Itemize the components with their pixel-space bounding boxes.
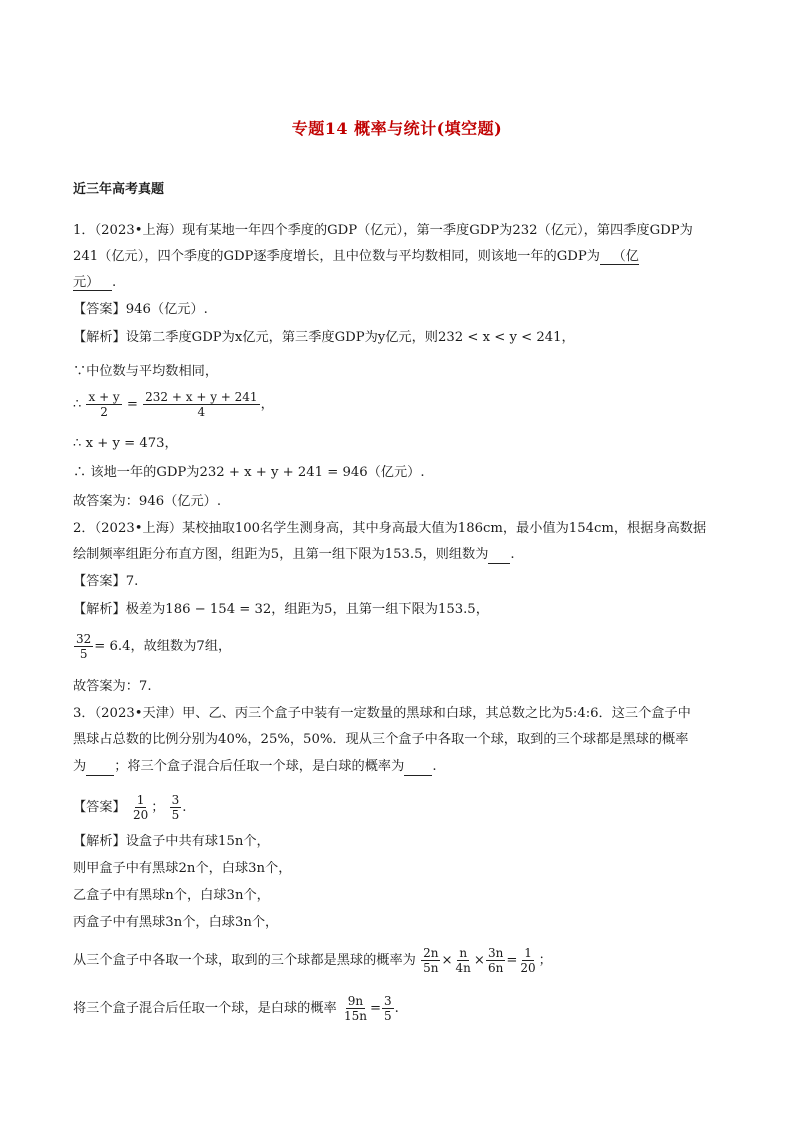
q1-line-2-text: 241（亿元），四个季度的GDP逐季度增长，且中位数与平均数相同，则该地一年的GDP为 bbox=[73, 249, 600, 264]
q3-line-3-text-b: ；将三个盒子混合后任取一个球，是白球的概率为 bbox=[114, 759, 405, 774]
fraction-numerator: 232 + x + y + 241 bbox=[145, 390, 258, 404]
fraction bbox=[454, 946, 473, 975]
q1-blank-text-a: （亿 bbox=[612, 249, 639, 264]
fraction-numerator: 1 bbox=[136, 793, 145, 807]
q3-analysis-6: 将三个盒子混合后任取一个球，是白球的概率 $\frac{9n}{15n}$ = $\frac{3}{5}$ . bbox=[73, 994, 399, 1023]
fraction-numerator: 3 bbox=[171, 793, 180, 807]
q2-analysis-2 bbox=[73, 632, 231, 661]
q2-analysis-3: 故答案为：7. bbox=[73, 679, 152, 694]
q3-answer: 【答案】 $\frac{1}{20}$ ； $\frac{3}{5}$ . bbox=[73, 793, 187, 822]
fraction-denominator: 5n bbox=[423, 961, 439, 975]
q3-blank-1 bbox=[86, 761, 114, 776]
q1-line-3: 元） . bbox=[73, 275, 117, 290]
q3-analysis-2: 则甲盒子中有黑球2n个，白球3n个， bbox=[73, 861, 292, 876]
fraction-denominator: 5 bbox=[384, 1009, 392, 1023]
q2-answer: 【答案】7. bbox=[73, 574, 139, 589]
fraction bbox=[170, 793, 182, 822]
section-heading: 近三年高考真题 bbox=[73, 182, 165, 197]
fraction-denominator: 20 bbox=[520, 961, 536, 975]
fraction bbox=[342, 994, 369, 1023]
q1-blank bbox=[600, 249, 639, 265]
fraction-denominator: 6n bbox=[487, 961, 504, 975]
fraction bbox=[382, 994, 394, 1023]
fraction-denominator: 4 bbox=[197, 405, 206, 419]
fraction-numerator: 3 bbox=[384, 994, 392, 1008]
q1-blank-cont bbox=[73, 275, 112, 291]
page-title: 专题14 概率与统计(填空题) bbox=[291, 119, 503, 138]
fraction-denominator: 5 bbox=[171, 808, 180, 822]
fraction bbox=[131, 793, 150, 822]
q3-line-3: 为 ；将三个盒子混合后任取一个球，是白球的概率为 . bbox=[73, 759, 437, 774]
fraction bbox=[486, 946, 505, 975]
fraction-numerator: 1 bbox=[524, 946, 532, 960]
q1-line-2 bbox=[73, 248, 639, 266]
fraction-denominator: 5 bbox=[79, 647, 88, 661]
q2-analysis-2-rest: = 6.4，故组数为7组， bbox=[94, 639, 232, 654]
q2-analysis-1: 【解析】极差为186 − 154 = 32，组距为5，且第一组下限为153.5， bbox=[73, 602, 489, 617]
fraction-denominator: 20 bbox=[132, 808, 149, 822]
q3-line-2: 黑球占总数的比例分别为40%，25%，50%．现从三个盒子中各取一个球，取到的三个球都是黑球的概率 bbox=[73, 732, 689, 747]
q1-analysis-6: 故答案为：946（亿元）. bbox=[73, 494, 222, 509]
fraction-numerator: 3n bbox=[487, 946, 504, 960]
fraction bbox=[518, 946, 537, 975]
fraction-denominator: 2 bbox=[100, 405, 108, 419]
fraction-numerator: x + y bbox=[88, 390, 120, 404]
q3-analysis-1: 【解析】设盒子中共有球15n个， bbox=[73, 834, 270, 849]
q2-line-2: 绘制频率组距分布直方图，组距为5，且第一组下限为153.5，则组数为 . bbox=[73, 547, 515, 562]
q1-answer: 【答案】946（亿元）. bbox=[73, 302, 208, 317]
fraction bbox=[86, 390, 121, 419]
q3-analysis-6-text: 将三个盒子混合后任取一个球，是白球的概率 bbox=[73, 1001, 337, 1016]
q3-analysis-4: 丙盒子中有黑球3n个，白球3n个， bbox=[73, 915, 279, 930]
q1-blank-text-b: 元） bbox=[73, 275, 100, 290]
q1-analysis-3: ∴ $\frac{x + y}{2}$ = $\frac{232 + x + y + 241}{4}$ ， bbox=[73, 390, 274, 419]
answer-label: 【答案】 bbox=[73, 800, 126, 815]
q3-analysis-5-text: 从三个盒子中各取一个球，取到的三个球都是黑球的概率为 bbox=[73, 953, 416, 968]
fraction bbox=[74, 632, 93, 661]
q3-line-3-text-a: 为 bbox=[73, 759, 87, 774]
q1-analysis-1: 【解析】设第二季度GDP为x亿元，第三季度GDP为y亿元，则232 < x < y < 241， bbox=[73, 330, 575, 345]
fraction bbox=[143, 390, 259, 419]
fraction-numerator: 9n bbox=[347, 994, 364, 1008]
q3-blank-2 bbox=[404, 761, 432, 776]
q3-analysis-3: 乙盒子中有黑球n个，白球3n个， bbox=[73, 888, 270, 903]
q1-analysis-5: ∴ 该地一年的GDP为232 + x + y + 241 = 946（亿元）. bbox=[73, 465, 425, 480]
fraction bbox=[421, 946, 440, 975]
therefore-symbol: ∴ bbox=[73, 397, 82, 412]
q2-blank bbox=[488, 549, 510, 564]
fraction-denominator: 4n bbox=[455, 961, 471, 975]
q2-line-2-text: 绘制频率组距分布直方图，组距为5，且第一组下限为153.5，则组数为 bbox=[73, 547, 489, 562]
q1-analysis-2: ∵中位数与平均数相同， bbox=[73, 364, 219, 379]
fraction-numerator: 2n bbox=[423, 946, 439, 960]
q2-line-1: 2．（2023•上海）某校抽取100名学生测身高，其中身高最大值为186cm，最小值为154cm，根据身高数据 bbox=[73, 521, 707, 536]
q3-analysis-5: 从三个盒子中各取一个球，取到的三个球都是黑球的概率为 $\frac{2n}{5n}$ × $\frac{n}{4n}$ × $\frac{3n}{6n}$ = $\frac{1}{20}$ ； bbox=[73, 946, 552, 975]
fraction-numerator: 32 bbox=[76, 632, 92, 646]
q1-analysis-4: ∴ x + y = 473， bbox=[73, 436, 178, 451]
q1-line-1: 1．（2023•上海）现有某地一年四个季度的GDP（亿元），第一季度GDP为232（亿元），第四季度GDP为 bbox=[73, 223, 693, 238]
fraction-denominator: 15n bbox=[343, 1009, 367, 1023]
fraction-numerator: n bbox=[459, 946, 468, 960]
q3-line-1: 3．（2023•天津）甲、乙、丙三个盒子中装有一定数量的黑球和白球，其总数之比为5:4:6．这三个盒子中 bbox=[73, 706, 691, 721]
